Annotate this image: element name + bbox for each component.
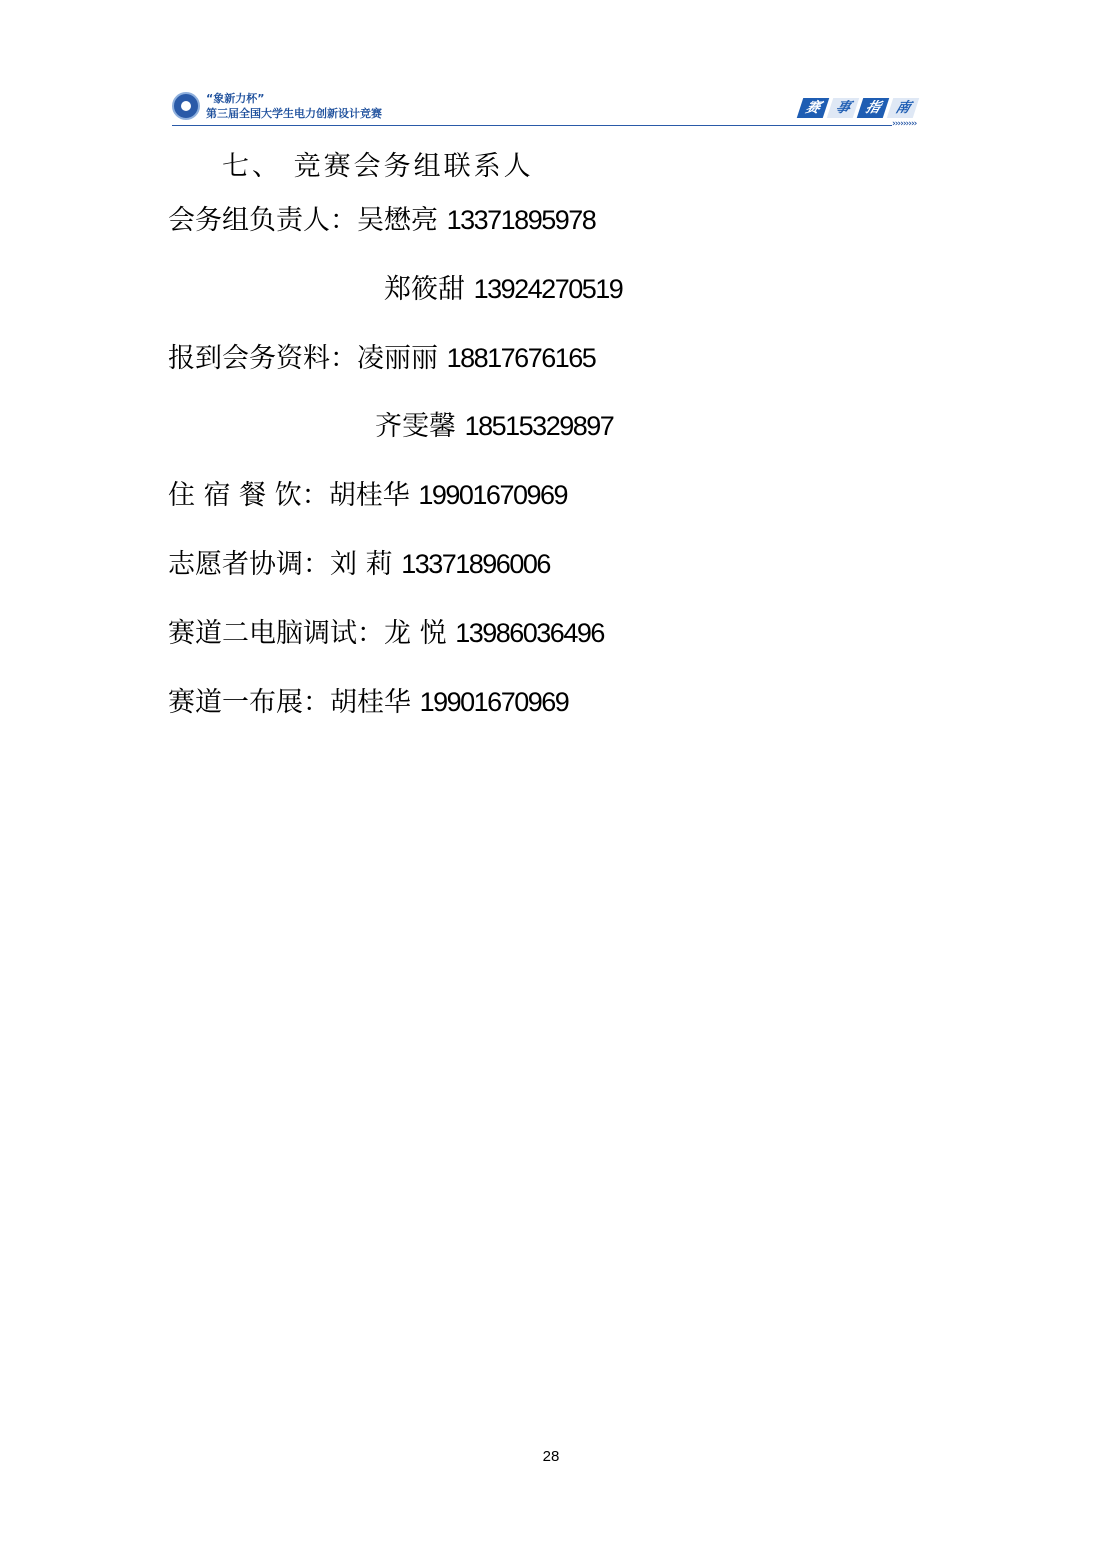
guide-char: 南 bbox=[887, 98, 919, 118]
contact-phone: 19901670969 bbox=[419, 687, 569, 717]
contact-name: 胡桂华 bbox=[328, 480, 419, 511]
brand-slogan: “象新力杯” bbox=[206, 92, 265, 105]
contact-line bbox=[168, 613, 604, 654]
header-divider bbox=[172, 125, 892, 126]
contact-line bbox=[168, 475, 567, 516]
guide-char: 事 bbox=[827, 98, 859, 118]
chevron-arrows-icon: ››››››››› bbox=[892, 119, 917, 129]
event-guide-badge bbox=[800, 98, 920, 120]
contact-line bbox=[168, 200, 595, 241]
page-header bbox=[170, 88, 930, 134]
contact-name: 郑筱甜 bbox=[384, 274, 465, 305]
contact-role: 赛道二电脑调试： bbox=[168, 618, 384, 649]
guide-char: 赛 bbox=[797, 98, 829, 118]
page-number: 28 bbox=[542, 1448, 560, 1465]
contact-phone: 18817676165 bbox=[446, 343, 596, 373]
competition-name: 第三届全国大学生电力创新设计竞赛 bbox=[206, 107, 382, 120]
guide-char: 指 bbox=[857, 98, 889, 118]
contact-name: 凌丽丽 bbox=[357, 343, 438, 374]
contact-phone: 19901670969 bbox=[418, 480, 568, 510]
contact-phone: 13371896006 bbox=[401, 549, 550, 579]
contact-role: 赛道一布展： bbox=[168, 687, 330, 718]
contact-name: 龙 悦 bbox=[384, 618, 447, 649]
contact-line bbox=[384, 269, 622, 310]
contact-phone: 13986036496 bbox=[455, 618, 604, 648]
contact-name: 齐雯馨 bbox=[375, 411, 456, 442]
contact-phone: 13371895978 bbox=[446, 205, 596, 235]
contact-role: 会务组负责人： bbox=[168, 205, 357, 236]
contact-line bbox=[375, 406, 613, 447]
contact-name: 胡桂华 bbox=[330, 687, 411, 718]
contact-line bbox=[168, 544, 550, 585]
contact-name: 吴懋亮 bbox=[357, 205, 438, 236]
section-title: 七、 竞赛会务组联系人 bbox=[222, 151, 534, 182]
competition-logo-icon bbox=[172, 92, 200, 120]
contact-role: 志愿者协调： bbox=[168, 549, 330, 580]
contact-name: 刘 莉 bbox=[330, 549, 393, 580]
contact-line bbox=[168, 682, 568, 723]
contact-phone: 18515329897 bbox=[464, 411, 614, 441]
contact-phone: 13924270519 bbox=[473, 274, 623, 304]
contact-role: 报到会务资料： bbox=[168, 343, 357, 374]
contact-role: 住 宿 餐 饮： bbox=[168, 480, 329, 511]
contact-line bbox=[168, 338, 595, 379]
